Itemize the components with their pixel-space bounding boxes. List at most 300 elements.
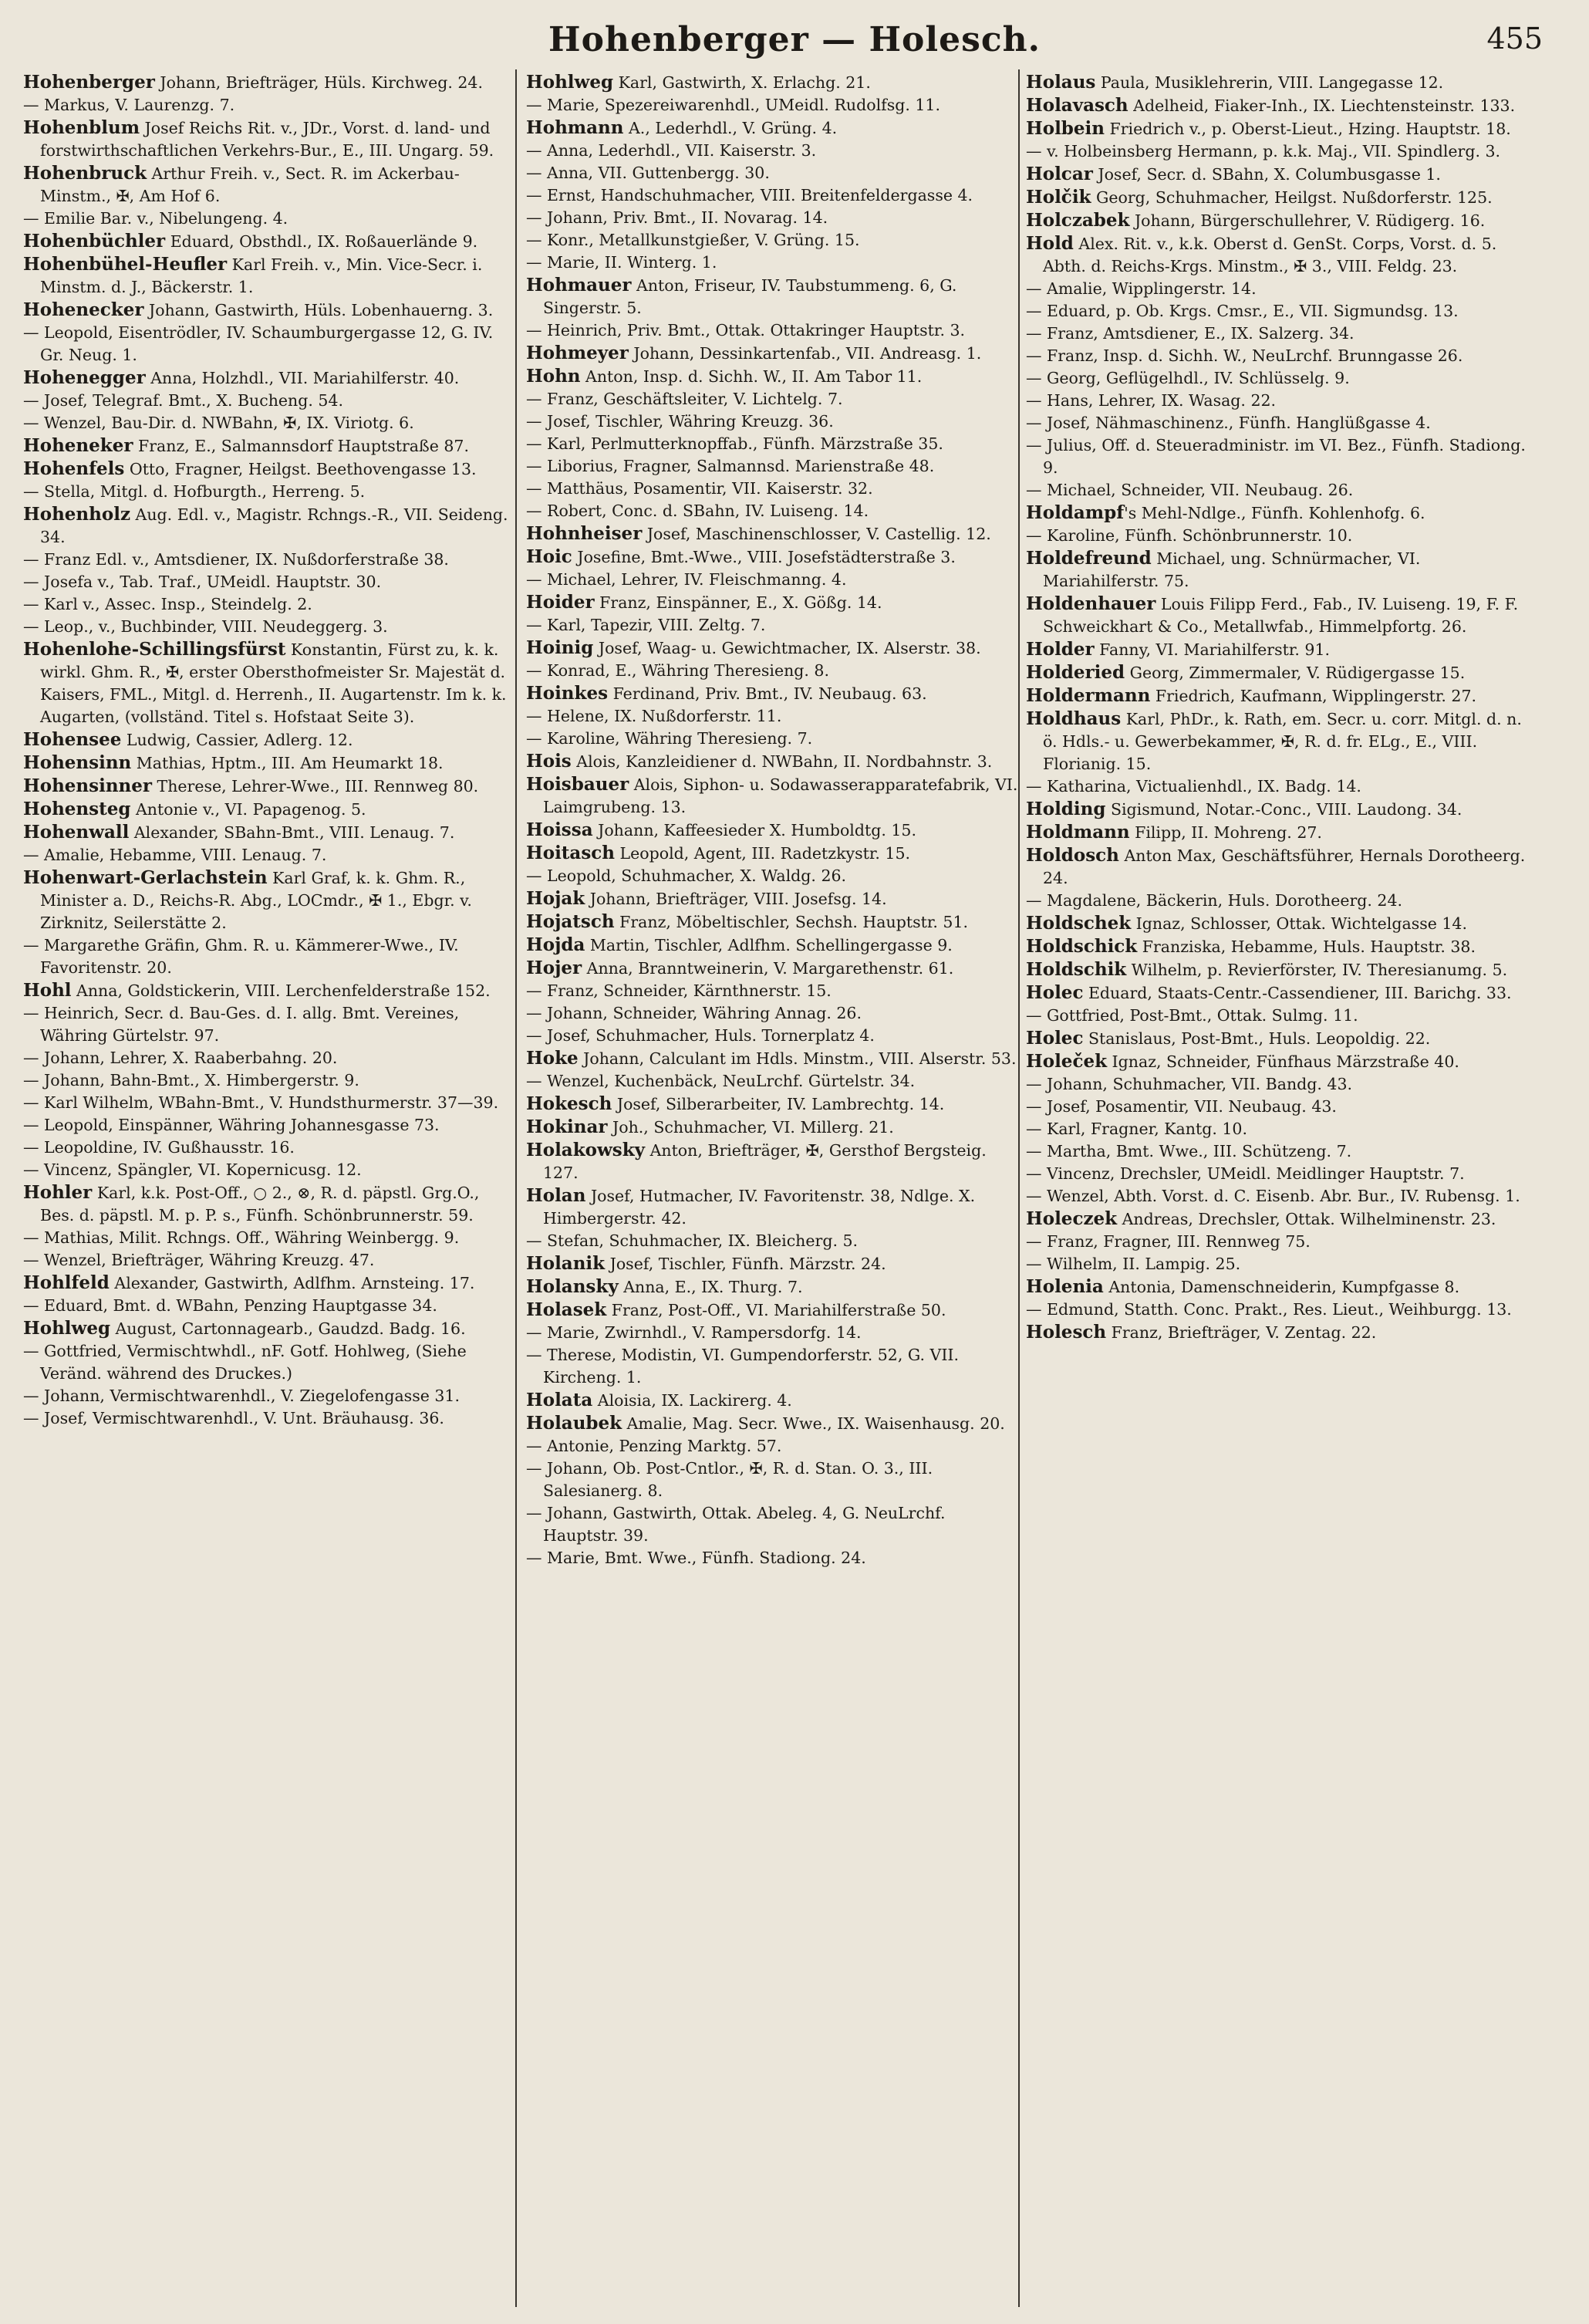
entry-details: Adelheid, Fiaker-Inh., IX. Liechtensteinstr. 133.: [1128, 96, 1516, 115]
directory-entry: [526, 1389, 1020, 1412]
entry-surname: Hokesch: [526, 1093, 612, 1114]
entry-details: Mathias, Hptm., III. Am Heumarkt 18.: [131, 754, 444, 772]
entry-details: — Julius, Off. d. Steueradministr. im VI. Bez., Fünfh. Stadiong. 9.: [1026, 436, 1526, 477]
column-3: [1026, 71, 1539, 2316]
entry-details: — Eduard, Bmt. d. WBahn, Penzing Hauptgasse 34.: [23, 1296, 437, 1315]
entry-details: Ludwig, Cassier, Adlerg. 12.: [121, 731, 353, 749]
entry-details: Josef Reichs Rit. v., JDr., Vorst. d. land- und forstwirthschaftlichen Verkehrs-Bur., E., III. Ungarg. 59.: [40, 119, 494, 160]
entry-details: Martin, Tischler, Adlfhm. Schellingergasse 9.: [585, 936, 953, 954]
directory-entry: [526, 1458, 1020, 1502]
entry-surname: Holderied: [1026, 662, 1125, 683]
entry-surname: Hohl: [23, 980, 72, 1001]
directory-entry: [23, 230, 509, 253]
entry-details: Franz, Möbeltischler, Sechsh. Hauptstr. 51.: [614, 913, 969, 931]
entry-details: Alexander, Gastwirth, Adlfhm. Arnsteing. 17.: [109, 1274, 475, 1292]
directory-entry: [1026, 821, 1539, 844]
directory-entry: [526, 229, 1020, 252]
directory-entry: [526, 388, 1020, 410]
entry-details: Franz, E., Salmannsdorf Hauptstraße 87.: [133, 437, 469, 455]
directory-entry: [1026, 412, 1539, 434]
directory-entry: [23, 1092, 509, 1114]
entry-surname: Hohmeyer: [526, 343, 629, 363]
directory-entry: [526, 117, 1020, 140]
entry-details: — Ernst, Handschuhmacher, VIII. Breitenfeldergasse 4.: [526, 186, 973, 204]
entry-details: — Josef, Tischler, Währing Kreuzg. 36.: [526, 412, 834, 431]
entry-details: — Josef, Posamentir, VII. Neubaug. 43.: [1026, 1097, 1337, 1116]
entry-surname: Hohnheiser: [526, 523, 643, 544]
entry-surname: Hohensinner: [23, 775, 153, 796]
entry-surname: Holdefreund: [1026, 548, 1152, 569]
directory-entry: [1026, 844, 1539, 890]
entry-surname: Holdermann: [1026, 685, 1151, 706]
entry-details: — Leopold, Schuhmacher, X. Waldg. 26.: [526, 866, 847, 885]
entry-details: — Amalie, Hebamme, VIII. Lenaug. 7.: [23, 846, 327, 864]
directory-entry: [526, 1070, 1020, 1093]
directory-entry: [1026, 140, 1539, 163]
directory-entry: [526, 1344, 1020, 1389]
entry-details: A., Lederhdl., V. Grüng. 4.: [623, 119, 838, 137]
directory-entry: [526, 865, 1020, 887]
entry-surname: Hojatsch: [526, 911, 615, 932]
entry-details: Konstantin, Fürst zu, k. k. wirkl. Ghm. R., ✠, erster Obersthofmeister Sr. Majestät d. Kaisers, FML., Mitgl. d. Herrenh., II. Augartenstr. Im k. k. Augarten, (vollständ. Titel s. Hofstaat Seite 3).: [40, 640, 507, 726]
directory-entry: [23, 162, 509, 208]
entry-details: — Johann, Schuhmacher, VII. Bandg. 43.: [1026, 1075, 1353, 1093]
directory-entry: [23, 549, 509, 571]
entry-details: — Johann, Schneider, Währing Annag. 26.: [526, 1004, 862, 1022]
entry-surname: Hohler: [23, 1182, 93, 1203]
entry-surname: Hohenblum: [23, 117, 140, 138]
entry-surname: Hold: [1026, 233, 1074, 254]
directory-entry: [23, 1385, 509, 1407]
directory-entry: [23, 1159, 509, 1181]
directory-entry: [1026, 300, 1539, 323]
directory-entry: [526, 1002, 1020, 1025]
entry-surname: Holaus: [1026, 72, 1096, 93]
entry-surname: Holenia: [1026, 1276, 1104, 1297]
entry-surname: Hohlweg: [526, 72, 614, 93]
directory-entry: [23, 412, 509, 434]
entry-surname: Hoissa: [526, 819, 593, 840]
directory-entry: [526, 1322, 1020, 1344]
directory-entry: [23, 821, 509, 844]
directory-entry: [526, 1230, 1020, 1252]
entry-surname: Hojda: [526, 934, 585, 955]
entry-details: — Karl, Perlmutterknopffab., Fünfh. Märzstraße 35.: [526, 434, 943, 453]
entry-surname: Hohmann: [526, 117, 624, 138]
entry-surname: Hohenbruck: [23, 163, 147, 184]
entry-details: — Franz, Geschäftsleiter, V. Lichtelg. 7.: [526, 390, 843, 408]
entry-details: Anton Max, Geschäftsführer, Hernals Dorotheerg. 24.: [1043, 846, 1526, 887]
entry-surname: Holcar: [1026, 164, 1093, 184]
directory-entry: [1026, 1185, 1539, 1208]
directory-entry: [23, 866, 509, 934]
entry-details: Anna, Goldstickerin, VIII. Lerchenfelderstraße 152.: [71, 981, 491, 1000]
entry-details: — Hans, Lehrer, IX. Wasag. 22.: [1026, 391, 1277, 410]
entry-details: — Karl, Tapezir, VIII. Zeltg. 7.: [526, 616, 766, 634]
entry-surname: Hohenfels: [23, 458, 125, 479]
directory-entry: [23, 1295, 509, 1317]
entry-details: — Johann, Ob. Post-Cntlor., ✠, R. d. Stan. O. 3., III. Salesianerg. 8.: [526, 1459, 933, 1500]
entry-surname: Holeček: [1026, 1051, 1108, 1072]
directory-entry: [1026, 390, 1539, 412]
directory-entry: [526, 1547, 1020, 1569]
directory-entry: [23, 1249, 509, 1272]
entry-details: Josef, Silberarbeiter, IV. Lambrechtg. 14.: [612, 1095, 945, 1113]
directory-entry: [1026, 209, 1539, 232]
directory-entry: [526, 1275, 1020, 1299]
entry-surname: Hohlfeld: [23, 1272, 110, 1293]
entry-details: Anna, Holzhdl., VII. Mariahilferstr. 40.: [145, 369, 460, 387]
directory-entry: [526, 162, 1020, 184]
entry-details: Arthur Freih. v., Sect. R. im Ackerbau-Minstm., ✠, Am Hof 6.: [40, 164, 460, 205]
directory-entry: [526, 207, 1020, 229]
entry-details: — Liborius, Fragner, Salmannsd. Marienstraße 48.: [526, 457, 935, 475]
directory-entry: [23, 503, 509, 549]
directory-entry: [23, 1002, 509, 1047]
entry-surname: Holan: [526, 1185, 586, 1206]
entry-details: Anton, Briefträger, ✠, Gersthof Bergsteig. 127.: [543, 1141, 987, 1182]
directory-entry: [23, 94, 509, 117]
directory-entry: [1026, 708, 1539, 775]
entry-surname: Hohenbühel-Heufler: [23, 254, 228, 275]
directory-entry: [1026, 278, 1539, 300]
directory-entry: [526, 660, 1020, 682]
directory-entry: [23, 1069, 509, 1092]
entry-details: Georg, Zimmermaler, V. Rüdigergasse 15.: [1125, 664, 1466, 682]
entry-details: — Karl v., Assec. Insp., Steindelg. 2.: [23, 595, 312, 613]
entry-details: Ignaz, Schlosser, Ottak. Wichtelgasse 14.: [1131, 914, 1467, 933]
directory-entry: [1026, 163, 1539, 186]
entry-details: Filipp, II. Mohreng. 27.: [1129, 823, 1322, 842]
entry-details: Josef, Secr. d. SBahn, X. Columbusgasse 1.: [1092, 165, 1441, 184]
entry-details: Friedrich, Kaufmann, Wipplingerstr. 27.: [1150, 687, 1477, 705]
entry-details: — Robert, Conc. d. SBahn, IV. Luiseng. 14.: [526, 502, 869, 520]
entry-details: Karl, PhDr., k. Rath, em. Secr. u. corr. Mitgl. d. n. ö. Hdls.- u. Gewerbekammer, ✠, R. d. fr. ELg., E., VIII. Florianig. 15.: [1043, 710, 1522, 773]
page-header: [31, 17, 1558, 63]
entry-surname: Hojer: [526, 958, 582, 978]
entry-details: — Konrad, E., Währing Theresieng. 8.: [526, 661, 829, 680]
directory-entry: [23, 593, 509, 616]
entry-details: — Johann, Vermischtwarenhdl., V. Ziegelofengasse 31.: [23, 1387, 460, 1405]
entry-details: Antonia, Damenschneiderin, Kumpfgasse 8.: [1103, 1278, 1460, 1296]
directory-entry: [1026, 1140, 1539, 1163]
entry-surname: Hoisbauer: [526, 774, 629, 795]
directory-entry: [23, 728, 509, 752]
entry-details: Karl Graf, k. k. Ghm. R., Minister a. D., Reichs-R. Abg., LOCmdr., ✠ 1., Ebgr. v. Zirknitz, Seilerstätte 2.: [40, 869, 472, 932]
entry-surname: Hohensee: [23, 729, 122, 750]
directory-entry: [23, 752, 509, 775]
entry-surname: Hohn: [526, 366, 581, 387]
entry-details: Josef, Waag- u. Gewichtmacher, IX. Alserstr. 38.: [593, 639, 981, 657]
entry-details: — Karl Wilhelm, WBahn-Bmt., V. Hundsthurmerstr. 37—39.: [23, 1093, 499, 1112]
entry-surname: Holata: [526, 1390, 593, 1410]
entry-details: — Antonie, Penzing Marktg. 57.: [526, 1437, 782, 1455]
entry-details: Wilhelm, p. Revierförster, IV. Theresianumg. 5.: [1126, 961, 1508, 979]
entry-details: — Franz, Schneider, Kärnthnerstr. 15.: [526, 981, 832, 1000]
entry-details: Franz, Briefträger, V. Zentag. 22.: [1106, 1323, 1377, 1342]
entry-details: Josef, Maschinenschlosser, V. Castellig. 12.: [642, 525, 991, 543]
entry-surname: Holczabek: [1026, 210, 1130, 231]
entry-details: — Josef, Schuhmacher, Huls. Tornerplatz 4.: [526, 1026, 875, 1045]
entry-surname: Holdhaus: [1026, 708, 1122, 729]
entry-surname: Hoke: [526, 1048, 579, 1069]
directory-entry: [1026, 1118, 1539, 1140]
directory-entry: [526, 910, 1020, 934]
directory-entry: [23, 1272, 509, 1295]
entry-details: Therese, Lehrer-Wwe., III. Rennweg 80.: [152, 777, 479, 795]
entry-details: — Margarethe Gräfin, Ghm. R. u. Kämmerer-Wwe., IV. Favoritenstr. 20.: [23, 936, 459, 977]
entry-surname: Hoinig: [526, 637, 594, 658]
entry-details: — Franz, Insp. d. Sichh. W., NeuLrchf. Brunngasse 26.: [1026, 346, 1463, 365]
entry-details: — Wenzel, Briefträger, Währing Kreuzg. 47.: [23, 1251, 375, 1269]
directory-entry: [526, 500, 1020, 522]
entry-details: Franz, Einspänner, E., X. Gößg. 14.: [594, 593, 882, 612]
directory-entry: [1026, 1299, 1539, 1321]
entry-details: — Leop., v., Buchbinder, VIII. Neudeggerg. 3.: [23, 617, 388, 636]
entry-surname: Hoitasch: [526, 843, 616, 863]
directory-entry: [1026, 661, 1539, 684]
directory-entry: [526, 1299, 1020, 1322]
directory-entry: [23, 458, 509, 481]
directory-entry: [526, 184, 1020, 207]
entry-details: — Wenzel, Abth. Vorst. d. C. Eisenb. Abr. Bur., IV. Rubensg. 1.: [1026, 1187, 1520, 1205]
directory-entry: [526, 887, 1020, 910]
entry-details: — Marie, Zwirnhdl., V. Rampersdorfg. 14.: [526, 1323, 862, 1342]
directory-entry: [23, 71, 509, 94]
entry-details: Josef, Hutmacher, IV. Favoritenstr. 38, Ndlge. X. Himbergerstr. 42.: [543, 1187, 976, 1228]
entry-details: Johann, Bürgerschullehrer, V. Rüdigerg. 16.: [1129, 211, 1486, 230]
directory-entry: [1026, 547, 1539, 593]
entry-surname: Holansky: [526, 1276, 619, 1297]
entry-surname: Holakowsky: [526, 1140, 646, 1160]
entry-surname: Hohensteg: [23, 799, 131, 819]
directory-entry: [526, 410, 1020, 433]
directory-entry: [526, 94, 1020, 117]
directory-entry: [23, 367, 509, 390]
entry-surname: Hohenberger: [23, 72, 155, 93]
entry-surname: Hohensinn: [23, 752, 132, 773]
directory-entry: [23, 117, 509, 162]
entry-details: — Mathias, Milit. Rchngs. Off., Währing Weinbergg. 9.: [23, 1228, 460, 1247]
entry-details: — Magdalene, Bäckerin, Huls. Dorotheerg. 24.: [1026, 891, 1403, 910]
directory-entry: [1026, 958, 1539, 981]
directory-entry: [526, 71, 1020, 94]
entry-details: — Leopold, Einspänner, Währing Johannesgasse 73.: [23, 1116, 440, 1134]
entry-details: — Helene, IX. Nußdorferstr. 11.: [526, 707, 782, 725]
directory-entry: [1026, 502, 1539, 525]
entry-surname: Holdosch: [1026, 845, 1119, 866]
entry-details: — Therese, Modistin, VI. Gumpendorferstr. 52, G. VII. Kircheng. 1.: [526, 1346, 960, 1387]
entry-details: Eduard, Obsthdl., IX. Roßauerlände 9.: [165, 232, 478, 251]
directory-entry: [526, 1047, 1020, 1070]
entry-details: — Marie, Spezereiwarenhdl., UMeidl. Rudolfsg. 11.: [526, 96, 940, 114]
entry-details: — Wilhelm, II. Lampig. 25.: [1026, 1255, 1241, 1273]
directory-entry: [1026, 94, 1539, 117]
entry-surname: Hohenegger: [23, 367, 146, 388]
entry-details: — Johann, Bahn-Bmt., X. Himbergerstr. 9.: [23, 1071, 359, 1089]
entry-details: — Emilie Bar. v., Nibelungeng. 4.: [23, 209, 288, 228]
column-divider: [515, 69, 517, 2307]
entry-details: — Franz, Amtsdiener, E., IX. Salzerg. 34.: [1026, 324, 1355, 343]
entry-surname: Holder: [1026, 639, 1095, 660]
directory-entry: [1026, 1096, 1539, 1118]
directory-entry: [23, 1407, 509, 1430]
directory-entry: [1026, 232, 1539, 278]
entry-surname: Hoider: [526, 592, 595, 613]
entry-details: — Amalie, Wipplingerstr. 14.: [1026, 279, 1257, 298]
running-head: Hohenberger — Holesch.: [548, 20, 1041, 59]
directory-entry: [526, 614, 1020, 637]
entry-surname: Hohenholz: [23, 504, 131, 525]
entry-details: — Marie, Bmt. Wwe., Fünfh. Stadiong. 24.: [526, 1549, 866, 1567]
entry-surname: Holdschik: [1026, 959, 1127, 980]
entry-details: — Johann, Priv. Bmt., II. Novarag. 14.: [526, 208, 828, 227]
entry-details: Georg, Schuhmacher, Heilgst. Nußdorferstr. 125.: [1091, 188, 1493, 207]
directory-entry: [1026, 1231, 1539, 1253]
entry-details: Friedrich v., p. Oberst-Lieut., Hzing. Hauptstr. 18.: [1104, 120, 1511, 138]
directory-entry: [23, 299, 509, 322]
directory-entry: [526, 1025, 1020, 1047]
directory-entry: [1026, 1073, 1539, 1096]
entry-details: Anna, Branntweinerin, V. Margarethenstr. 61.: [582, 959, 954, 978]
entry-surname: Hohenecker: [23, 299, 144, 320]
entry-details: — Markus, V. Laurenzg. 7.: [23, 96, 235, 114]
entry-details: Eduard, Staats-Centr.-Cassendiener, III. Barichg. 33.: [1083, 984, 1512, 1002]
directory-entry: [1026, 186, 1539, 209]
directory-entry: [526, 773, 1020, 819]
entry-surname: Hois: [526, 751, 572, 772]
entry-details: Johann, Calculant im Hdls. Minstm., VIII. Alserstr. 53.: [578, 1049, 1017, 1068]
directory-entry: [23, 322, 509, 367]
entry-surname: Hohenwall: [23, 822, 130, 843]
entry-details: — v. Holbeinsberg Hermann, p. k.k. Maj., VII. Spindlerg. 3.: [1026, 142, 1501, 160]
entry-details: Johann, Briefträger, VIII. Josefsg. 14.: [585, 890, 887, 908]
entry-details: Karl, k.k. Post-Off., ○ 2., ⊗, R. d. päpstl. Grg.O., Bes. d. päpstl. M. p. P. s., Fünfh. Schönbrunnerstr. 59.: [40, 1184, 480, 1224]
directory-entry: [23, 1181, 509, 1227]
entry-surname: Hojak: [526, 888, 585, 909]
directory-entry: [526, 522, 1020, 546]
entry-surname: Hoheneker: [23, 435, 133, 456]
directory-entry: [23, 934, 509, 979]
directory-entry: [23, 1227, 509, 1249]
entry-details: — Leopoldine, IV. Gußhausstr. 16.: [23, 1138, 295, 1157]
entry-details: — Franz, Fragner, III. Rennweg 75.: [1026, 1232, 1311, 1251]
entry-surname: Holasek: [526, 1299, 607, 1320]
directory-entry: [526, 546, 1020, 569]
directory-entry: [1026, 1005, 1539, 1027]
entry-details: Louis Filipp Ferd., Fab., IV. Luiseng. 19, F. F. Schweickhart & Co., Metallwfab., Himmelpfortg. 26.: [1043, 595, 1519, 636]
entry-surname: Hohenlohe-Schillingsfürst: [23, 639, 286, 660]
directory-entry: [526, 637, 1020, 660]
page-number: 455: [1486, 22, 1543, 56]
entry-details: — Anna, VII. Guttenbergg. 30.: [526, 164, 770, 182]
directory-entry: [23, 390, 509, 412]
entry-details: — Michael, Schneider, VII. Neubaug. 26.: [1026, 481, 1354, 499]
directory-entry: [526, 1139, 1020, 1184]
directory-entry: [1026, 367, 1539, 390]
directory-entry: [1026, 525, 1539, 547]
entry-surname: Holeczek: [1026, 1208, 1118, 1229]
directory-entry: [526, 1184, 1020, 1230]
directory-entry: [526, 591, 1020, 614]
entry-details: Karl Freih. v., Min. Vice-Secr. i. Minstm. d. J., Bäckerstr. 1.: [40, 255, 483, 296]
entry-surname: Holec: [1026, 1028, 1084, 1049]
directory-entry: [526, 319, 1020, 342]
directory-entry: [1026, 1163, 1539, 1185]
entry-details: — Konr., Metallkunstgießer, V. Grüng. 15.: [526, 231, 860, 249]
directory-entry: [1026, 1321, 1539, 1344]
directory-entry: [1026, 684, 1539, 708]
directory-entry: [1026, 117, 1539, 140]
directory-entry: [526, 140, 1020, 162]
directory-entry: [526, 252, 1020, 274]
entry-details: — Karoline, Währing Theresieng. 7.: [526, 729, 813, 748]
entry-surname: Holdschick: [1026, 936, 1138, 957]
entry-details: Anton, Insp. d. Sichh. W., II. Am Tabor 11.: [580, 367, 923, 386]
entry-details: — Martha, Bmt. Wwe., III. Schützeng. 7.: [1026, 1142, 1352, 1160]
entry-details: — Eduard, p. Ob. Krgs. Cmsr., E., VII. Sigmundsg. 13.: [1026, 302, 1459, 320]
entry-details: Alex. Rit. v., k.k. Oberst d. GenSt. Corps, Vorst. d. 5. Abth. d. Reichs-Krgs. Minstm., ✠ 3., VIII. Feldg. 23.: [1043, 235, 1497, 275]
directory-entry: [23, 1137, 509, 1159]
entry-details: — Marie, II. Winterg. 1.: [526, 253, 717, 272]
directory-entry: [23, 1340, 509, 1385]
directory-entry: [526, 1502, 1020, 1547]
directory-entry: [1026, 479, 1539, 502]
directory-entry: [526, 1252, 1020, 1275]
entry-details: Franz, Post-Off., VI. Mariahilferstraße 50.: [606, 1301, 946, 1319]
entry-details: Antonie v., VI. Papagenog. 5.: [130, 800, 366, 819]
entry-surname: Hohmauer: [526, 275, 632, 296]
directory-entry: [1026, 71, 1539, 94]
entry-details: — Gottfried, Post-Bmt., Ottak. Sulmg. 11.: [1026, 1006, 1358, 1025]
entry-details: August, Cartonnagearb., Gaudzd. Badg. 16.: [110, 1319, 466, 1338]
entry-details: Aloisia, IX. Lackirerg. 4.: [592, 1391, 792, 1410]
directory-entry: [1026, 1027, 1539, 1050]
directory-entry: [526, 957, 1020, 980]
directory-entry: [23, 1317, 509, 1340]
directory-entry: [1026, 434, 1539, 479]
entry-surname: Hohenwart-Gerlachstein: [23, 867, 268, 888]
directory-entry: [23, 481, 509, 503]
entry-details: — Georg, Geflügelhdl., IV. Schlüsselg. 9.: [1026, 369, 1350, 387]
entry-details: Alexander, SBahn-Bmt., VIII. Lenaug. 7.: [129, 823, 455, 842]
entry-details: — Johann, Gastwirth, Ottak. Abeleg. 4, G. NeuLrchf. Hauptstr. 39.: [526, 1504, 946, 1545]
directory-entry: [526, 1116, 1020, 1139]
directory-entry: [23, 208, 509, 230]
entry-details: Stanislaus, Post-Bmt., Huls. Leopoldig. 22.: [1083, 1029, 1431, 1048]
directory-entry: [1026, 345, 1539, 367]
directory-entry: [526, 569, 1020, 591]
directory-entry: [1026, 1050, 1539, 1073]
directory-entry: [1026, 775, 1539, 798]
entry-details: Paula, Musiklehrerin, VIII. Langegasse 12.: [1095, 73, 1444, 92]
directory-entry: [1026, 1275, 1539, 1299]
directory-entry: [526, 342, 1020, 365]
entry-details: — Heinrich, Secr. d. Bau-Ges. d. I. allg. Bmt. Vereines, Währing Gürtelstr. 97.: [23, 1004, 460, 1045]
entry-details: — Karl, Fragner, Kantg. 10.: [1026, 1120, 1247, 1138]
entry-details: — Johann, Lehrer, X. Raaberbahng. 20.: [23, 1049, 338, 1067]
directory-entry: [526, 934, 1020, 957]
entry-surname: Holanik: [526, 1253, 606, 1274]
entry-details: Alois, Siphon- u. Sodawasserapparatefabrik, VI. Laimgrubeng. 13.: [543, 775, 1018, 816]
directory-entry: [1026, 1253, 1539, 1275]
directory-entry: [1026, 912, 1539, 935]
directory-entry: [23, 616, 509, 638]
entry-details: Johann, Dessinkartenfab., VII. Andreasg. 1.: [628, 344, 982, 363]
entry-details: — Anna, Lederhdl., VII. Kaiserstr. 3.: [526, 141, 817, 160]
directory-entry: [1026, 981, 1539, 1005]
entry-details: — Wenzel, Bau-Dir. d. NWBahn, ✠, IX. Viriotg. 6.: [23, 414, 414, 432]
